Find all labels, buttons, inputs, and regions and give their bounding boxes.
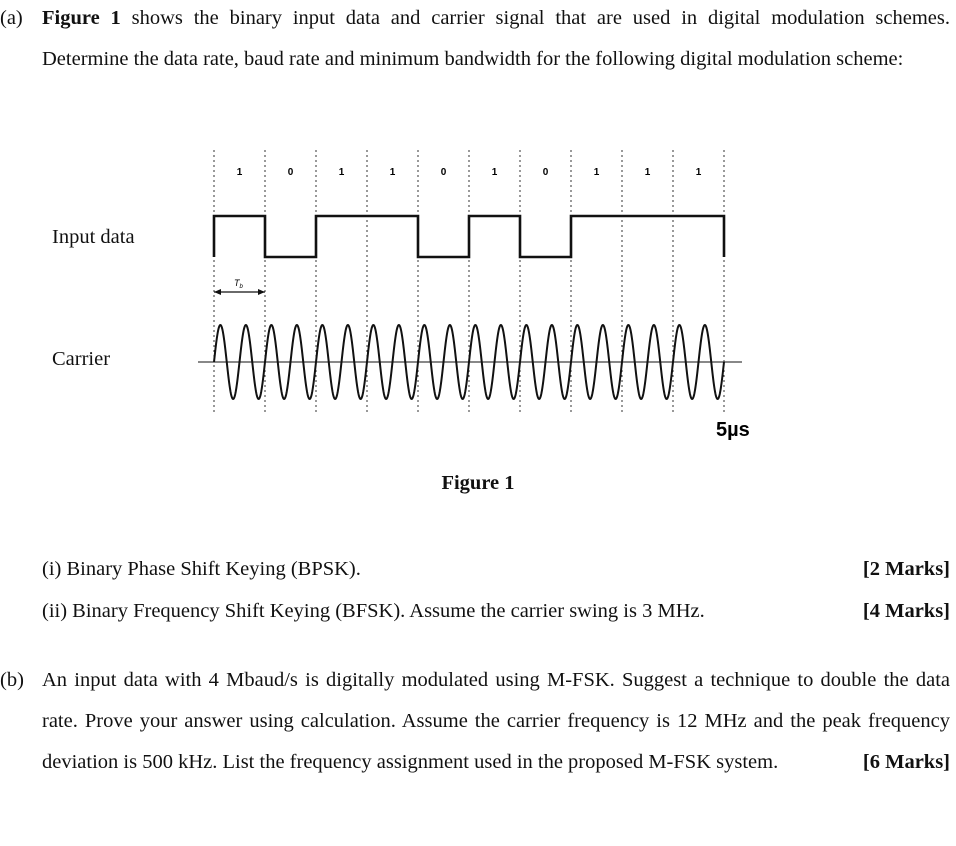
figure-caption: Figure 1 <box>441 472 515 494</box>
time-label: 5µs <box>716 419 750 441</box>
bit-period-marker <box>214 278 265 295</box>
tb-label: $T_b$ <box>234 278 243 290</box>
sub-question-ii-text: (ii) Binary Frequency Shift Keying (BFSK). Assume the carrier swing is 3 MHz. <box>42 600 705 622</box>
sub-question-ii-marks: [4 Marks] <box>862 600 950 622</box>
question-b-label: (b) <box>0 669 24 691</box>
carrier-label: Carrier <box>52 348 111 370</box>
question-b-text <box>42 660 950 783</box>
sub-question-i <box>42 558 950 581</box>
bit-label: 1 <box>236 167 243 178</box>
bit-label: 1 <box>338 167 345 178</box>
bit-label: 1 <box>593 167 600 178</box>
question-a-label: (a) <box>0 7 23 29</box>
sub-question-i-text: (i) Binary Phase Shift Keying (BPSK). <box>42 558 361 580</box>
sub-question-i-marks: [2 Marks] <box>862 558 950 580</box>
question-b <box>0 660 950 783</box>
question-b-body: An input data with 4 Mbaud/s is digitally modulated using M-FSK. Suggest a technique to double the data rate. Prove your answer using calculation. Assume the carrier frequency is 12 MHz and the peak frequency deviation is 500 kHz. List the frequency assignment used in the proposed M-FSK system. <box>42 669 950 773</box>
question-a-body: shows the binary input data and carrier signal that are used in digital modulation schemes. Determine the data rate, baud rate and minimum bandwidth for the following digital modulation scheme: <box>42 7 951 70</box>
input-data-waveform <box>214 216 724 257</box>
bit-label: 1 <box>389 167 396 178</box>
figure-reference: Figure 1 <box>42 7 121 29</box>
bit-label: 0 <box>440 167 447 178</box>
bit-boundary-lines <box>214 150 724 412</box>
bit-label: 1 <box>695 167 702 178</box>
bit-label: 0 <box>287 167 294 178</box>
sub-question-ii <box>42 600 950 623</box>
bit-label: 1 <box>491 167 498 178</box>
input-data-label: Input data <box>52 226 135 248</box>
question-b-marks: [6 Marks] <box>862 751 950 773</box>
bit-label: 1 <box>644 167 651 178</box>
bit-label: 0 <box>542 167 549 178</box>
